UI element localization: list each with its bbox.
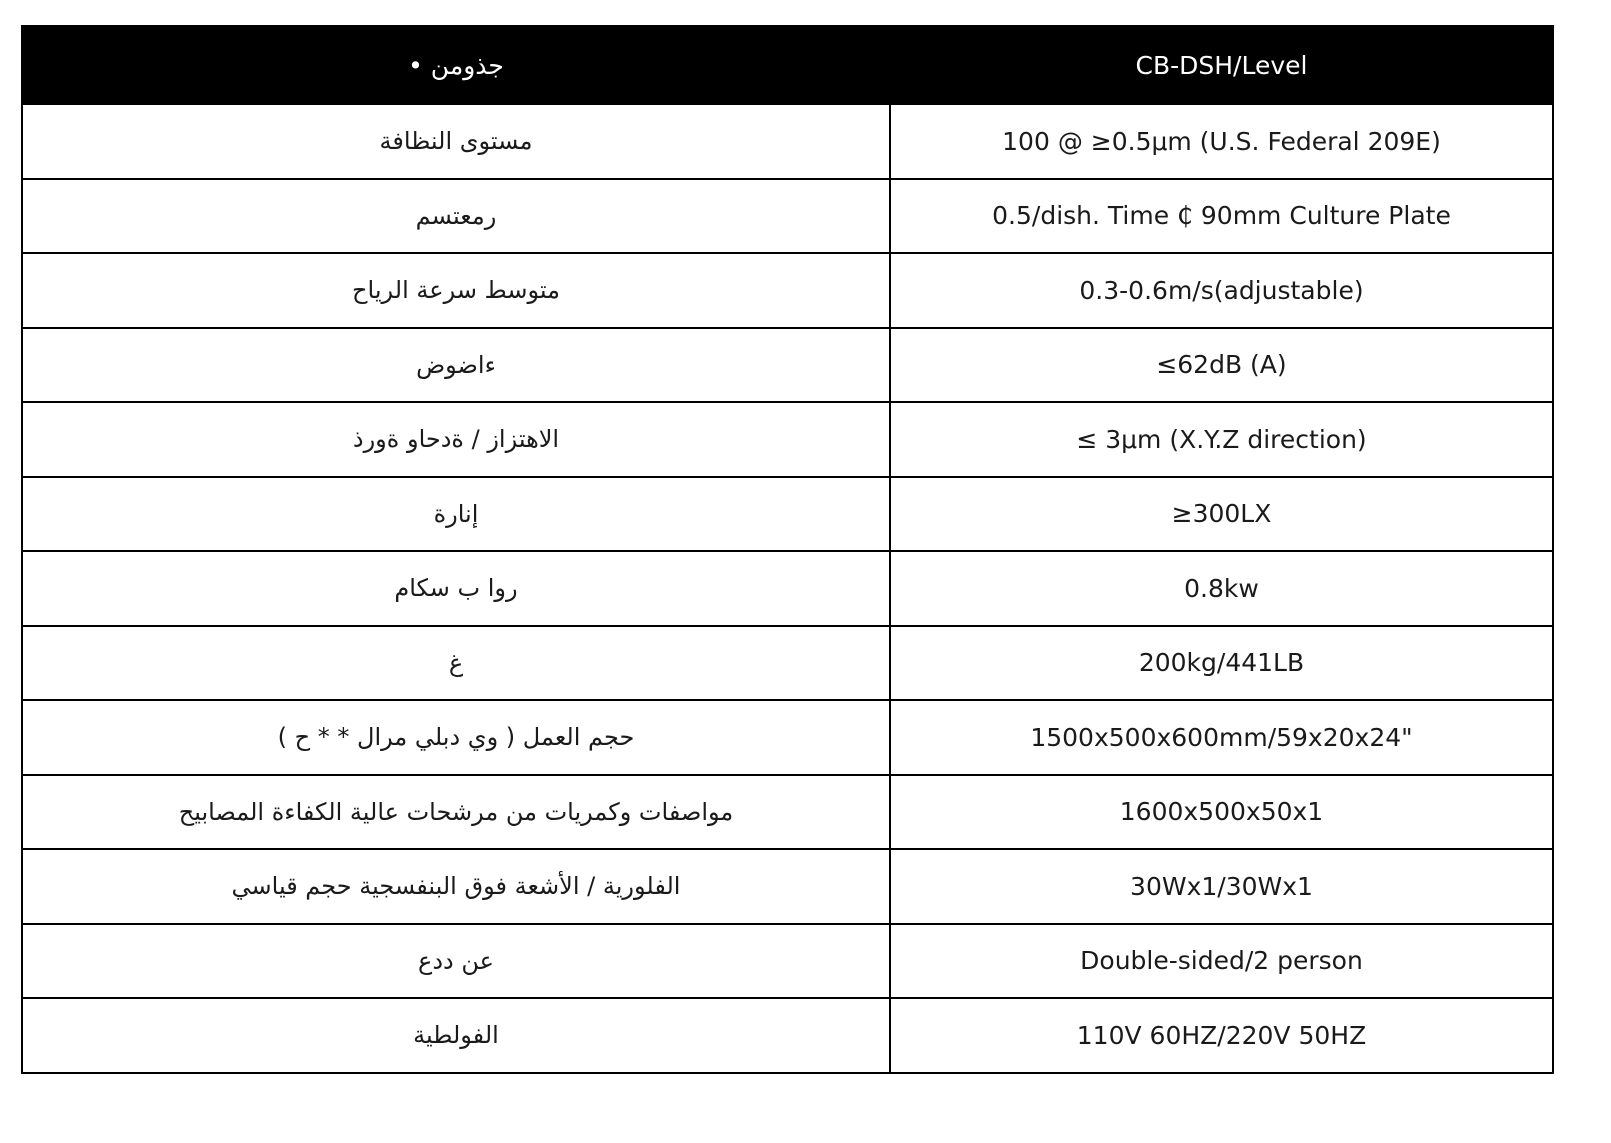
spec-label: غ bbox=[22, 626, 890, 701]
header-model-label: جذومن • bbox=[408, 50, 504, 80]
spec-label: إنارة bbox=[22, 477, 890, 552]
spec-label: متوسط سرعة الرياح bbox=[22, 253, 890, 328]
spec-value: 30Wx1/30Wx1 bbox=[890, 849, 1553, 924]
spec-value: 0.5/dish. Time ₵ 90mm Culture Plate bbox=[890, 179, 1553, 254]
table-header-row bbox=[22, 26, 1553, 104]
spec-label: حجم العمل ( وي دبلي مرال * * ح ) bbox=[22, 700, 890, 775]
table-row bbox=[22, 849, 1553, 924]
table-row bbox=[22, 179, 1553, 254]
spec-label: الفلورية / الأشعة فوق البنفسجية حجم قياسي bbox=[22, 849, 890, 924]
table-row bbox=[22, 775, 1553, 850]
spec-label: مستوى النظافة bbox=[22, 104, 890, 179]
spec-value: ≤ 3μm (X.Y.Z direction) bbox=[890, 402, 1553, 477]
spec-value: Double-sided/2 person bbox=[890, 924, 1553, 999]
spec-label: مواصفات وكمريات من مرشحات عالية الكفاءة المصابيح bbox=[22, 775, 890, 850]
header-cell-level bbox=[890, 26, 1553, 104]
table-row bbox=[22, 104, 1553, 179]
spec-label: رمعتسم bbox=[22, 179, 890, 254]
spec-value: ≥300LX bbox=[890, 477, 1553, 552]
spec-label: ءاضوض bbox=[22, 328, 890, 403]
spec-value: 110V 60HZ/220V 50HZ bbox=[890, 998, 1553, 1073]
table-row bbox=[22, 924, 1553, 999]
spec-value: ≤62dB (A) bbox=[890, 328, 1553, 403]
table-row bbox=[22, 328, 1553, 403]
spec-value: 1500x500x600mm/59x20x24" bbox=[890, 700, 1553, 775]
spec-value: 200kg/441LB bbox=[890, 626, 1553, 701]
table-row bbox=[22, 626, 1553, 701]
header-level-label: CB-DSH/Level bbox=[1135, 50, 1308, 80]
spec-label: الاهتزاز / ةدحاو ةورذ bbox=[22, 402, 890, 477]
spec-label: عن ددع bbox=[22, 924, 890, 999]
table-row bbox=[22, 402, 1553, 477]
table-row bbox=[22, 998, 1553, 1073]
spec-label: روا ب سكام bbox=[22, 551, 890, 626]
spec-value: 1600x500x50x1 bbox=[890, 775, 1553, 850]
table-row bbox=[22, 477, 1553, 552]
spec-value: 100 @ ≥0.5μm (U.S. Federal 209E) bbox=[890, 104, 1553, 179]
spec-value: 0.3-0.6m/s(adjustable) bbox=[890, 253, 1553, 328]
spec-label: الفولطية bbox=[22, 998, 890, 1073]
table-row bbox=[22, 700, 1553, 775]
spec-table bbox=[21, 25, 1554, 1074]
table-row bbox=[22, 253, 1553, 328]
table-row bbox=[22, 551, 1553, 626]
spec-value: 0.8kw bbox=[890, 551, 1553, 626]
header-cell-model bbox=[22, 26, 890, 104]
